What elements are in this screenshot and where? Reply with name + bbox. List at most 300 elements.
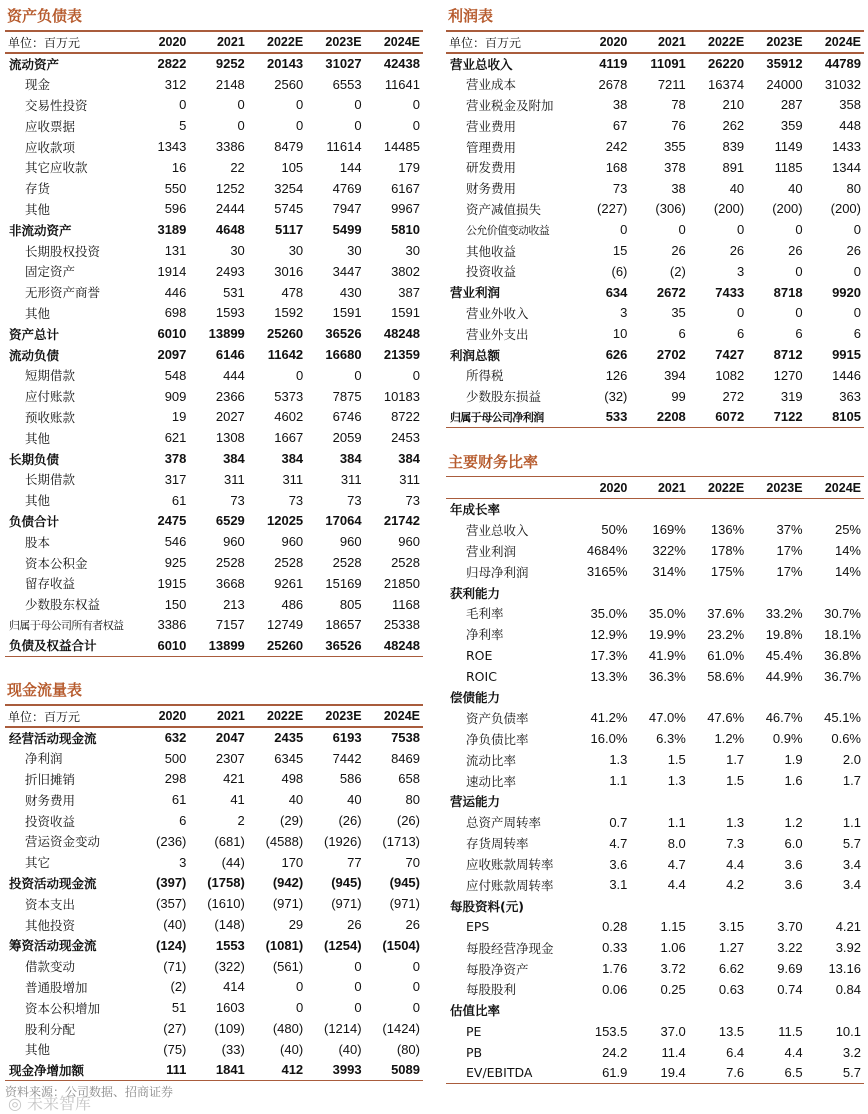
cell-value: 2493	[215, 263, 245, 279]
year-header: 2021	[630, 477, 688, 499]
table-row	[446, 833, 864, 854]
row-label: 营业利润	[466, 543, 517, 559]
cell-value: (80)	[396, 1041, 420, 1057]
cell-value: 0	[354, 118, 362, 134]
financial-ratios-table	[446, 476, 864, 1084]
table-row	[446, 812, 864, 833]
table-row	[446, 178, 864, 199]
table-row	[446, 282, 864, 303]
cell-value: 6	[853, 326, 861, 342]
cell-value: 355	[664, 139, 686, 155]
cell-value: 26	[405, 917, 420, 933]
cell-value: 4684%	[586, 543, 628, 559]
year-header: 2020	[131, 705, 189, 727]
cell-value: (40)	[280, 1041, 304, 1057]
cell-value: 213	[223, 596, 245, 612]
cell-value: 14%	[834, 543, 861, 559]
cell-value: 6529	[215, 513, 245, 529]
cell-value: 891	[722, 159, 745, 175]
table-row	[446, 95, 864, 116]
cell-value: 6010	[131, 635, 189, 656]
cell-value: 5.7	[806, 1063, 864, 1084]
cell-value: 3386	[157, 617, 187, 633]
cell-value: 126	[605, 367, 628, 383]
table-row	[5, 997, 423, 1018]
row-label: 留存收益	[25, 576, 76, 592]
cell-value	[630, 895, 688, 916]
cell-value: 25338	[383, 617, 420, 633]
row-label: 营运资金变动	[25, 834, 101, 850]
cell-value: 4.21	[835, 919, 861, 935]
row-label: 折旧摊销	[25, 771, 76, 787]
cell-value: 3.4	[842, 856, 861, 872]
cell-value: 3.6	[609, 856, 628, 872]
cell-value: 179	[398, 159, 420, 175]
table-row	[5, 490, 423, 511]
cell-value: 272	[722, 388, 745, 404]
cell-value: 35	[671, 305, 686, 321]
cell-value: 2	[237, 813, 245, 829]
cell-value: 13.16	[828, 961, 861, 977]
cell-value: 2528	[391, 555, 420, 571]
cell-value: 3165%	[586, 564, 628, 580]
cell-value: 8105	[806, 407, 864, 428]
cell-value: (33)	[221, 1041, 245, 1057]
row-label: 营业总收入	[466, 522, 529, 538]
cell-value	[572, 791, 630, 812]
cell-value: 40	[347, 792, 362, 808]
table-row	[5, 344, 423, 365]
cell-value: 1344	[832, 159, 861, 175]
cell-value: 384	[223, 451, 245, 467]
cell-value: 0.84	[835, 981, 861, 997]
table-row	[5, 769, 423, 790]
cell-value: 26	[671, 243, 686, 259]
cell-value: 0	[354, 97, 362, 113]
cell-value: 311	[340, 471, 362, 487]
table-row	[446, 603, 864, 624]
cell-value: 17%	[776, 564, 803, 580]
cell-value: (971)	[331, 896, 362, 912]
unit-label	[446, 477, 572, 499]
table-row	[5, 956, 423, 977]
cell-value: 1.76	[602, 961, 628, 977]
cell-value	[747, 895, 805, 916]
cell-value: 2822	[157, 56, 187, 72]
cell-value: 3.6	[784, 856, 803, 872]
row-label: 流动负债	[9, 347, 60, 363]
cell-value: 3993	[306, 1060, 364, 1081]
cell-value: 378	[664, 159, 686, 175]
cell-value: 1.6	[784, 773, 803, 789]
cell-value: (1504)	[382, 937, 420, 953]
table-row	[446, 1000, 864, 1021]
cell-value: 178%	[710, 543, 745, 559]
table-row	[5, 178, 423, 199]
cash-flow-panel	[5, 674, 423, 1081]
cell-value: 58.6%	[707, 668, 745, 684]
cell-value: 1270	[773, 367, 803, 383]
table-row	[5, 1060, 423, 1081]
cell-value: (4588)	[265, 833, 304, 849]
row-label: 应收账款周转率	[466, 857, 554, 873]
table-row	[5, 831, 423, 852]
table-row	[446, 749, 864, 770]
row-label: 资本公积增加	[25, 1000, 101, 1016]
cell-value: 6193	[332, 730, 362, 746]
cell-value: 7538	[391, 730, 420, 746]
cell-value: 10.1	[835, 1023, 861, 1039]
cell-value: 0.25	[660, 981, 686, 997]
financial-ratios-panel	[446, 446, 864, 1084]
row-label: 营业外收入	[466, 305, 529, 321]
row-label: 偿债能力	[450, 689, 501, 705]
row-label: 净利润	[25, 751, 63, 767]
cell-value: 960	[339, 534, 362, 550]
cell-value: 9920	[832, 284, 861, 300]
cell-value: 3802	[391, 263, 420, 279]
table-row	[5, 386, 423, 407]
cell-value: 4769	[332, 180, 362, 196]
cell-value	[806, 791, 864, 812]
row-label: 获利能力	[450, 585, 501, 601]
cell-value: 446	[164, 284, 187, 300]
table-row	[446, 157, 864, 178]
cell-value: 0	[795, 305, 803, 321]
cell-value: 10183	[383, 388, 420, 404]
balance-sheet-panel	[5, 0, 423, 657]
row-label: 长期股权投资	[25, 243, 101, 259]
table-row	[5, 469, 423, 490]
row-label: 其他	[25, 493, 51, 509]
row-label: 应收票据	[25, 118, 76, 134]
cell-value	[747, 1000, 805, 1021]
row-label: 预收账款	[25, 409, 76, 425]
table-row	[5, 365, 423, 386]
cell-value: 394	[664, 367, 686, 383]
table-row	[5, 727, 423, 748]
cell-value: 16680	[325, 347, 362, 363]
cell-value: 1591	[391, 305, 420, 321]
cell-value	[689, 791, 747, 812]
cash-flow-table	[5, 704, 423, 1081]
cell-value: 33.2%	[765, 605, 803, 621]
cell-value: 36.8%	[824, 647, 861, 663]
cell-value: 5089	[365, 1060, 423, 1081]
cell-value: (1758)	[207, 875, 245, 891]
cell-value: 2097	[157, 347, 187, 363]
row-label: 财务费用	[25, 792, 76, 808]
table-row	[446, 303, 864, 324]
cell-value	[689, 499, 747, 520]
cell-value: 8.0	[667, 835, 686, 851]
cell-value: 3.22	[777, 940, 803, 956]
cell-value: 175%	[710, 564, 745, 580]
table-row	[5, 427, 423, 448]
cell-value: 48248	[383, 326, 420, 342]
row-label: 投资收益	[25, 813, 76, 829]
cell-value: 22	[230, 159, 245, 175]
cell-value: 0	[295, 367, 304, 383]
cell-value: 0	[736, 222, 745, 238]
cell-value: 50%	[601, 522, 628, 538]
year-header: 2020	[131, 31, 189, 53]
cell-value: 1168	[392, 596, 420, 612]
cell-value: 37%	[776, 522, 803, 538]
cell-value: 36526	[325, 326, 362, 342]
row-label: 资产减值损失	[466, 201, 542, 217]
cell-value: 1.7	[726, 752, 745, 768]
cell-value: 23.2%	[707, 626, 745, 642]
cell-value: 26220	[708, 56, 745, 72]
cell-value: 1.1	[609, 773, 628, 789]
cell-value	[689, 895, 747, 916]
cell-value	[806, 1000, 864, 1021]
cash-flow-body	[5, 727, 423, 1081]
cell-value: 5810	[391, 222, 420, 238]
cell-value: 38	[671, 180, 686, 196]
cell-value: (945)	[389, 875, 420, 891]
cell-value: 8479	[274, 139, 304, 155]
cell-value: (942)	[272, 875, 304, 891]
cell-value: 73	[288, 492, 304, 508]
row-label: 短期借款	[25, 368, 76, 384]
table-row	[446, 323, 864, 344]
cell-value: 7211	[657, 76, 686, 92]
cell-value: (109)	[214, 1021, 245, 1037]
cell-value	[806, 687, 864, 708]
cell-value: (945)	[331, 875, 362, 891]
cell-value: 35912	[766, 56, 803, 72]
cell-value: 0	[354, 367, 362, 383]
table-row	[446, 386, 864, 407]
table-row	[5, 407, 423, 428]
cell-value: 0	[354, 1000, 362, 1016]
cell-value: 412	[248, 1060, 306, 1081]
cell-value: 111	[131, 1060, 189, 1081]
cell-value: 1.06	[660, 940, 686, 956]
cell-value: 5.7	[842, 835, 861, 851]
cell-value: 0.74	[777, 981, 803, 997]
table-row	[5, 136, 423, 157]
cell-value: 0	[354, 979, 362, 995]
cell-value: 0	[795, 222, 803, 238]
cell-value	[747, 791, 805, 812]
table-row	[446, 240, 864, 261]
cell-value	[572, 687, 630, 708]
cell-value: 19.9%	[648, 626, 686, 642]
cell-value: 61.0%	[707, 647, 745, 663]
cell-value: 2528	[332, 555, 362, 571]
cell-value: 7122	[747, 407, 805, 428]
row-label: 营业税金及附加	[466, 97, 554, 113]
row-label: 每股股利	[466, 982, 517, 998]
cell-value: 0	[678, 222, 686, 238]
cell-value: 317	[164, 471, 187, 487]
cell-value: 44789	[824, 56, 861, 72]
cell-value: 45.4%	[765, 647, 803, 663]
year-header: 2022E	[689, 477, 747, 499]
cell-value: 1433	[832, 139, 861, 155]
cell-value	[747, 582, 805, 603]
table-row	[5, 95, 423, 116]
table-row	[5, 448, 423, 469]
row-label: 归母净利润	[466, 564, 529, 580]
cell-value: (1081)	[265, 937, 304, 953]
table-row	[446, 728, 864, 749]
cell-value: 4.7	[667, 856, 686, 872]
cell-value: (124)	[156, 937, 187, 953]
cell-value: 312	[164, 76, 187, 92]
cell-value: 2027	[215, 409, 245, 425]
cell-value: 1.27	[718, 940, 745, 956]
cell-value: (148)	[214, 917, 245, 933]
cell-value: 531	[223, 284, 245, 300]
row-label: 现金	[25, 77, 51, 93]
cell-value: 6146	[215, 347, 245, 363]
cell-value: 1591	[332, 305, 362, 321]
table-row	[446, 1063, 864, 1084]
cell-value: 36.3%	[648, 668, 686, 684]
cell-value: 698	[164, 305, 187, 321]
cell-value: 925	[164, 555, 187, 571]
cell-value: 3189	[157, 222, 187, 238]
cell-value: 37.0	[660, 1023, 686, 1039]
table-row	[5, 748, 423, 769]
cell-value: 3668	[215, 575, 245, 591]
table-row	[446, 540, 864, 561]
cell-value: 37.6%	[707, 605, 745, 621]
table-row	[5, 511, 423, 532]
cell-value: 6	[795, 326, 803, 342]
cell-value: 486	[281, 596, 304, 612]
cell-value: 3.1	[609, 877, 628, 893]
cell-value: 1082	[715, 367, 745, 383]
cell-value: 6167	[391, 180, 420, 196]
cell-value: 19.4	[630, 1063, 688, 1084]
cell-value: 1.1	[667, 814, 686, 830]
row-label: 资本公积金	[25, 555, 88, 571]
cell-value: 70	[405, 854, 420, 870]
income-statement-title: 利润表	[448, 7, 494, 25]
cell-value: 24.2	[602, 1044, 628, 1060]
cell-value: 1592	[274, 305, 304, 321]
row-label: PE	[466, 1023, 482, 1039]
cell-value: (480)	[272, 1021, 304, 1037]
cell-value: (27)	[163, 1021, 187, 1037]
cell-value: 6	[179, 813, 187, 829]
table-row	[446, 707, 864, 728]
cell-value: 1.7	[842, 773, 861, 789]
cell-value: 0	[736, 305, 745, 321]
cell-value: 73	[230, 492, 245, 508]
cell-value: 363	[839, 388, 861, 404]
table-row	[5, 323, 423, 344]
row-label: 流动资产	[9, 56, 60, 72]
watermark: ◎ 未来智库	[8, 1094, 92, 1113]
cell-value: 16	[171, 159, 187, 175]
table-row	[446, 136, 864, 157]
table-row	[5, 303, 423, 324]
cell-value: 909	[164, 388, 187, 404]
cell-value: 26	[788, 243, 803, 259]
table-row	[5, 852, 423, 873]
cell-value	[806, 499, 864, 520]
cell-value: 550	[164, 180, 187, 196]
cell-value: 12.9%	[590, 626, 628, 642]
cell-value: 1185	[774, 159, 803, 175]
cell-value: 6746	[332, 409, 362, 425]
table-row	[446, 624, 864, 645]
cell-value: (40)	[338, 1041, 362, 1057]
cell-value: 546	[164, 534, 187, 550]
cell-value: 30	[347, 243, 362, 259]
row-label: 投资活动现金流	[9, 875, 97, 891]
income-statement-panel	[446, 0, 864, 428]
row-label: 应收款项	[25, 139, 76, 155]
table-row	[446, 791, 864, 812]
cell-value: 5117	[274, 222, 304, 238]
cell-value: 8722	[391, 409, 420, 425]
row-label: 长期负债	[9, 451, 60, 467]
table-row	[5, 893, 423, 914]
cell-value: 311	[399, 471, 420, 487]
cell-value: 8469	[391, 750, 420, 766]
financial-ratios-body	[446, 499, 864, 1084]
cell-value: (1424)	[382, 1021, 420, 1037]
table-row	[446, 687, 864, 708]
cell-value: 18.1%	[824, 626, 861, 642]
cell-value: 80	[846, 180, 861, 196]
year-header: 2022E	[248, 705, 306, 727]
cell-value: 2148	[215, 76, 245, 92]
cell-value: 1.3	[726, 814, 745, 830]
cell-value: 262	[722, 118, 745, 134]
table-row	[5, 219, 423, 240]
cell-value: 500	[164, 750, 187, 766]
cell-value	[689, 1000, 747, 1021]
cell-value	[630, 499, 688, 520]
row-label: 股本	[25, 534, 51, 550]
cell-value: 658	[398, 771, 420, 787]
cell-value: 35.0%	[648, 605, 686, 621]
cell-value: 131	[164, 243, 187, 259]
cash-flow-title: 现金流量表	[7, 681, 83, 699]
table-row	[446, 916, 864, 937]
cell-value: 6.62	[718, 961, 745, 977]
cell-value: 5745	[274, 201, 304, 217]
year-header: 2021	[189, 705, 247, 727]
cell-value: 1841	[189, 1060, 247, 1081]
table-row	[5, 531, 423, 552]
cell-value: 3	[620, 305, 628, 321]
cell-value: 76	[671, 118, 686, 134]
table-row	[446, 53, 864, 74]
income-statement-body	[446, 53, 864, 427]
table-row	[446, 499, 864, 520]
cell-value: 1.2%	[714, 731, 745, 747]
cell-value: 1.2	[784, 814, 803, 830]
cell-value: (227)	[597, 201, 628, 217]
cell-value: 1553	[215, 937, 245, 953]
table-row	[446, 407, 864, 428]
cell-value: 839	[722, 139, 745, 155]
cell-value: 533	[572, 407, 630, 428]
table-row	[446, 958, 864, 979]
year-header: 2024E	[806, 477, 864, 499]
cell-value: 11091	[650, 56, 686, 72]
table-row	[446, 365, 864, 386]
